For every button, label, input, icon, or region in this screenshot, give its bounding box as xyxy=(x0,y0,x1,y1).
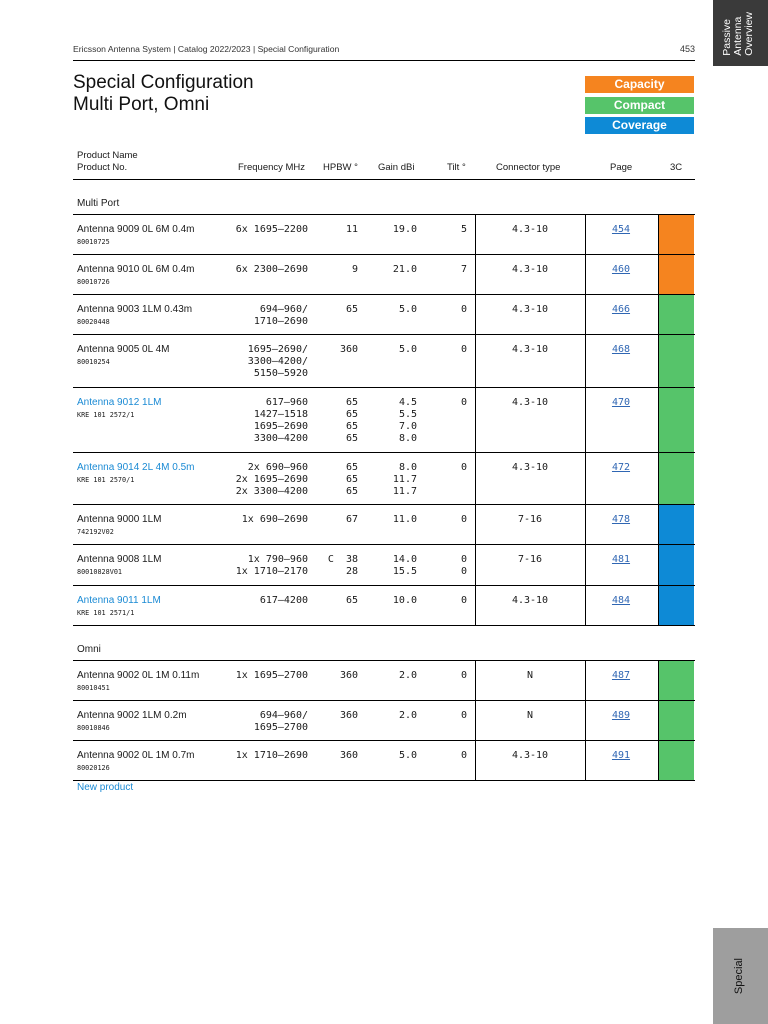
header-product-name: Product Name xyxy=(77,150,138,161)
breadcrumb: Ericsson Antenna System | Catalog 2022/2023 | Special Configuration xyxy=(73,44,340,54)
frequency: 1x 690–2690 xyxy=(241,514,308,526)
frequency: 1x 790–960 1x 1710–2170 xyxy=(235,554,308,578)
product-name: Antenna 9012 1LM xyxy=(77,396,162,408)
category-legend xyxy=(585,76,694,138)
section-title: Multi Port xyxy=(77,198,120,209)
product-name: Antenna 9009 0L 6M 0.4m xyxy=(77,224,195,235)
frequency: 617–960 1427–1518 1695–2690 3300–4200 xyxy=(253,396,308,444)
category-cell xyxy=(658,388,694,452)
category-cell xyxy=(658,661,694,700)
tilt: 0 xyxy=(460,750,467,762)
chapter-tab-label: Passive Antenna Overview xyxy=(721,12,755,56)
hpbw: 360 xyxy=(339,750,358,762)
product-table xyxy=(73,145,695,781)
product-number: 80010828V01 xyxy=(77,568,123,577)
chapter-tab-passive-antenna-overview[interactable] xyxy=(713,0,768,66)
product-number: 80010846 xyxy=(77,723,110,732)
product-name: Antenna 9014 2L 4M 0.5m xyxy=(77,461,195,473)
column-divider xyxy=(585,295,586,334)
column-divider xyxy=(585,255,586,294)
footnote-new-product: New product xyxy=(77,782,134,793)
table-row xyxy=(73,701,695,741)
column-divider xyxy=(585,453,586,505)
product-name: Antenna 9002 0L 1M 0.11m xyxy=(77,669,200,681)
hpbw: 67 xyxy=(345,514,358,526)
product-number: 80020448 xyxy=(77,318,110,326)
tilt: 0 0 xyxy=(460,554,467,578)
frequency: 694–960/ 1710–2690 xyxy=(253,304,308,327)
table-row xyxy=(73,741,695,781)
section-header xyxy=(73,180,695,215)
tilt: 0 xyxy=(460,461,467,473)
table-row xyxy=(73,215,695,255)
legend-coverage: Coverage xyxy=(585,117,694,134)
gain: 21.0 xyxy=(392,264,417,275)
product-number: KRE 101 2571/1 xyxy=(77,608,135,617)
product-name: Antenna 9002 1LM 0.2m xyxy=(77,709,187,721)
frequency: 694–960/ 1695–2700 xyxy=(253,709,308,733)
page-link[interactable]: 484 xyxy=(611,594,631,606)
page-link[interactable]: 489 xyxy=(611,709,631,721)
header-product-number: Product No. xyxy=(77,162,128,173)
frequency: 617–4200 xyxy=(259,594,308,606)
section-title: Omni xyxy=(77,643,101,655)
category-cell xyxy=(658,741,694,780)
hpbw: 9 xyxy=(351,264,358,275)
page-title-line1: Special Configuration xyxy=(73,72,254,93)
page-title-line2: Multi Port, Omni xyxy=(73,94,210,115)
legend-compact: Compact xyxy=(585,97,694,114)
header-tilt: Tilt ° xyxy=(447,162,466,173)
hpbw: 11 xyxy=(345,224,358,235)
column-divider xyxy=(585,215,586,254)
category-cell xyxy=(658,701,694,740)
page-link[interactable]: 468 xyxy=(611,344,631,356)
column-divider xyxy=(475,453,476,505)
section-header xyxy=(73,626,695,661)
connector-type: 4.3-10 xyxy=(511,461,549,473)
hpbw: 360 xyxy=(339,344,358,356)
product-number: 80010725 xyxy=(77,238,110,246)
page-link[interactable]: 470 xyxy=(611,396,631,408)
category-cell xyxy=(658,586,694,625)
table-row xyxy=(73,586,695,626)
product-name: Antenna 9010 0L 6M 0.4m xyxy=(77,264,195,275)
connector-type: 4.3-10 xyxy=(511,224,549,235)
category-cell xyxy=(658,545,694,584)
product-number: 80020126 xyxy=(77,764,110,773)
frequency: 1x 1695–2700 xyxy=(235,669,308,681)
product-number: 80010254 xyxy=(77,358,110,367)
page-link[interactable]: 487 xyxy=(611,669,631,681)
tilt: 7 xyxy=(460,264,467,275)
connector-type: 4.3-10 xyxy=(511,594,549,606)
gain: 2.0 xyxy=(398,709,417,721)
product-number: 80010726 xyxy=(77,278,110,286)
hpbw: 360 xyxy=(339,669,358,681)
page-link[interactable]: 466 xyxy=(611,304,631,315)
table-row xyxy=(73,335,695,388)
category-cell xyxy=(658,295,694,334)
gain: 11.0 xyxy=(392,514,417,526)
header-frequency: Frequency MHz xyxy=(238,162,306,173)
table-row xyxy=(73,661,695,701)
connector-type: 7-16 xyxy=(517,554,543,566)
product-number: 80010451 xyxy=(77,683,110,692)
gain: 2.0 xyxy=(398,669,417,681)
frequency: 1695–2690/ 3300–4200/ 5150–5920 xyxy=(247,344,308,380)
table-row xyxy=(73,505,695,545)
gain: 4.5 5.5 7.0 8.0 xyxy=(398,396,417,444)
product-number: 742192V02 xyxy=(77,528,114,537)
product-name: Antenna 9008 1LM xyxy=(77,554,162,566)
gain: 14.0 15.5 xyxy=(392,554,417,578)
table-row xyxy=(73,388,695,453)
connector-type: 4.3-10 xyxy=(511,304,549,315)
column-divider xyxy=(585,586,586,625)
connector-type: 4.3-10 xyxy=(511,344,549,356)
connector-type: N xyxy=(526,709,534,721)
hpbw: 65 65 65 65 xyxy=(345,396,358,444)
category-cell xyxy=(658,335,694,387)
connector-type: N xyxy=(526,669,534,681)
product-number: KRE 101 2570/1 xyxy=(77,475,135,484)
hpbw: 65 65 65 xyxy=(345,461,358,497)
header-page: Page xyxy=(610,162,633,173)
page-link[interactable]: 478 xyxy=(611,514,631,526)
gain: 5.0 xyxy=(398,750,417,762)
table-row xyxy=(73,545,695,585)
frequency: 6x 2300–2690 xyxy=(235,264,308,275)
tilt: 0 xyxy=(460,344,467,356)
page-link[interactable]: 460 xyxy=(611,264,631,275)
category-cell xyxy=(658,453,694,505)
page-title xyxy=(73,72,254,116)
tilt: 5 xyxy=(460,224,467,235)
gain: 8.0 11.7 11.7 xyxy=(392,461,417,497)
page-number: 453 xyxy=(679,44,695,54)
product-number: KRE 101 2572/1 xyxy=(77,410,135,419)
page-link[interactable]: 491 xyxy=(611,750,631,762)
table-row xyxy=(73,295,695,335)
frequency: 2x 690–960 2x 1695–2690 2x 3300–4200 xyxy=(235,461,308,497)
product-name: Antenna 9005 0L 4M xyxy=(77,344,170,356)
gain: 5.0 xyxy=(398,344,417,356)
category-cell xyxy=(658,215,694,254)
chapter-tab-label: Special xyxy=(733,958,745,995)
header-divider xyxy=(73,60,695,61)
header-connector: Connector type xyxy=(496,162,561,173)
column-divider xyxy=(585,545,586,584)
page-link[interactable]: 454 xyxy=(611,224,631,235)
gain: 19.0 xyxy=(392,224,417,235)
gain: 5.0 xyxy=(398,304,417,315)
hpbw: 65 xyxy=(345,304,358,315)
category-cell xyxy=(658,505,694,544)
chapter-tab-special[interactable] xyxy=(713,928,768,1024)
product-name: Antenna 9002 0L 1M 0.7m xyxy=(77,750,195,762)
connector-type: 4.3-10 xyxy=(511,750,549,762)
column-divider xyxy=(585,741,586,780)
hpbw: 65 xyxy=(345,594,358,606)
header-3c: 3C xyxy=(670,162,683,173)
frequency: 6x 1695–2200 xyxy=(235,224,308,235)
header-hpbw: HPBW ° xyxy=(323,162,358,173)
connector-type: 4.3-10 xyxy=(511,396,549,408)
tilt: 0 xyxy=(460,304,467,315)
category-cell xyxy=(658,255,694,294)
frequency: 1x 1710–2690 xyxy=(235,750,308,762)
product-name: Antenna 9011 1LM xyxy=(77,594,161,606)
column-divider xyxy=(585,661,586,700)
connector-type: 4.3-10 xyxy=(511,264,549,275)
hpbw: C 38 28 xyxy=(327,554,358,578)
column-divider xyxy=(585,335,586,387)
running-header xyxy=(73,44,695,60)
tilt: 0 xyxy=(460,709,467,721)
page-link[interactable]: 472 xyxy=(611,461,631,473)
product-name: Antenna 9003 1LM 0.43m xyxy=(77,304,193,315)
tilt: 0 xyxy=(460,514,467,526)
gain: 10.0 xyxy=(392,594,417,606)
connector-type: 7-16 xyxy=(517,514,543,526)
table-row xyxy=(73,453,695,506)
tilt: 0 xyxy=(460,669,467,681)
hpbw: 360 xyxy=(339,709,358,721)
table-row xyxy=(73,255,695,295)
page-link[interactable]: 481 xyxy=(611,554,631,566)
legend-capacity: Capacity xyxy=(585,76,694,93)
table-body xyxy=(73,180,695,781)
tilt: 0 xyxy=(460,396,467,408)
tilt: 0 xyxy=(460,594,467,606)
column-divider xyxy=(585,701,586,740)
column-divider xyxy=(585,388,586,452)
product-name: Antenna 9000 1LM xyxy=(77,514,162,526)
column-divider xyxy=(585,505,586,544)
table-header xyxy=(73,145,695,180)
column-divider xyxy=(475,335,476,387)
header-gain: Gain dBi xyxy=(378,162,415,173)
